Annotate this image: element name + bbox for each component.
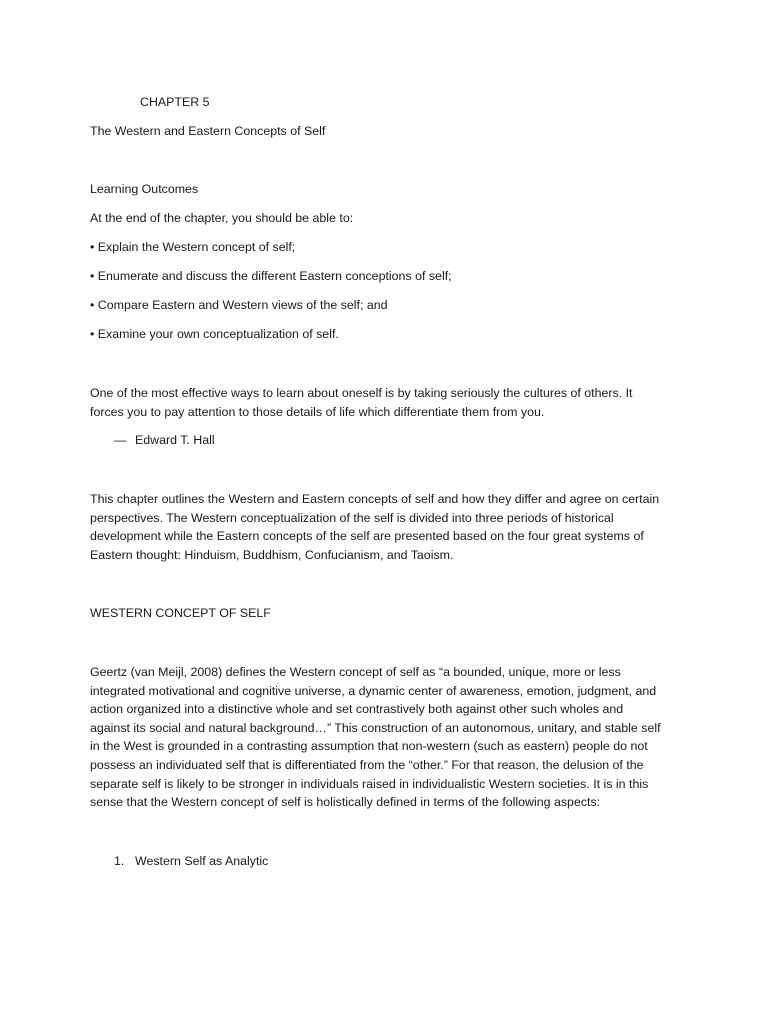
western-paragraph-line: against its social and natural background…” This construction of an autonomous, unitary, and stable self	[90, 720, 661, 735]
western-concept-paragraph	[90, 663, 690, 812]
epigraph-quote	[90, 384, 690, 421]
learning-outcomes-intro: At the end of the chapter, you should be able to:	[90, 211, 354, 225]
numbered-list-item: Western Self as Analytic	[135, 854, 269, 868]
overview-line: development while the Eastern concepts of the self are presented based on the four great systems of	[90, 529, 644, 544]
western-concept-heading: WESTERN CONCEPT OF SELF	[90, 606, 271, 620]
overview-line: perspectives. The Western conceptualization of the self is divided into three periods of historical	[90, 510, 614, 525]
western-paragraph-line: in the West is grounded in a contrasting assumption that non-western (such as eastern) people do not	[90, 739, 648, 754]
learning-outcome-item: • Enumerate and discuss the different Eastern conceptions of self;	[90, 269, 452, 283]
western-paragraph-line: action organized into a distinctive whole and set contrastively both against other such wholes and	[90, 702, 624, 717]
epigraph-author: Edward T. Hall	[135, 433, 215, 447]
western-paragraph-line: separate self is likely to be stronger in individuals raised in individualistic Western societies. It is in this	[90, 776, 649, 791]
epigraph-line: forces you to pay attention to those details of life which differentiate them from you.	[90, 404, 545, 419]
learning-outcome-item: • Explain the Western concept of self;	[90, 240, 296, 254]
western-paragraph-line: Geertz (van Meijl, 2008) defines the Western concept of self as “a bounded, unique, more or less	[90, 665, 621, 679]
western-paragraph-line: possess an individuated self that is differentiated from the “other.” For that reason, the delusion of the	[90, 757, 644, 772]
learning-outcome-item: • Compare Eastern and Western views of the self; and	[90, 298, 388, 312]
overview-line: This chapter outlines the Western and Eastern concepts of self and how they differ and agree on certain	[90, 492, 660, 506]
chapter-title: The Western and Eastern Concepts of Self	[90, 124, 326, 138]
western-paragraph-line: integrated motivational and cognitive universe, a dynamic center of awareness, emotion, judgment, and	[90, 683, 657, 698]
epigraph-dash: —	[114, 433, 127, 447]
western-paragraph-line: sense that the Western concept of self is holistically defined in terms of the following aspects:	[90, 795, 601, 810]
epigraph-line: One of the most effective ways to learn about oneself is by taking seriously the cultures of others. It	[90, 386, 633, 400]
learning-outcomes-heading: Learning Outcomes	[90, 182, 199, 196]
overview-line: Eastern thought: Hinduism, Buddhism, Confucianism, and Taoism.	[90, 547, 454, 562]
overview-paragraph	[90, 490, 690, 564]
numbered-list-number: 1.	[114, 854, 125, 868]
learning-outcome-item: • Examine your own conceptualization of self.	[90, 327, 339, 341]
chapter-label: CHAPTER 5	[140, 95, 210, 109]
